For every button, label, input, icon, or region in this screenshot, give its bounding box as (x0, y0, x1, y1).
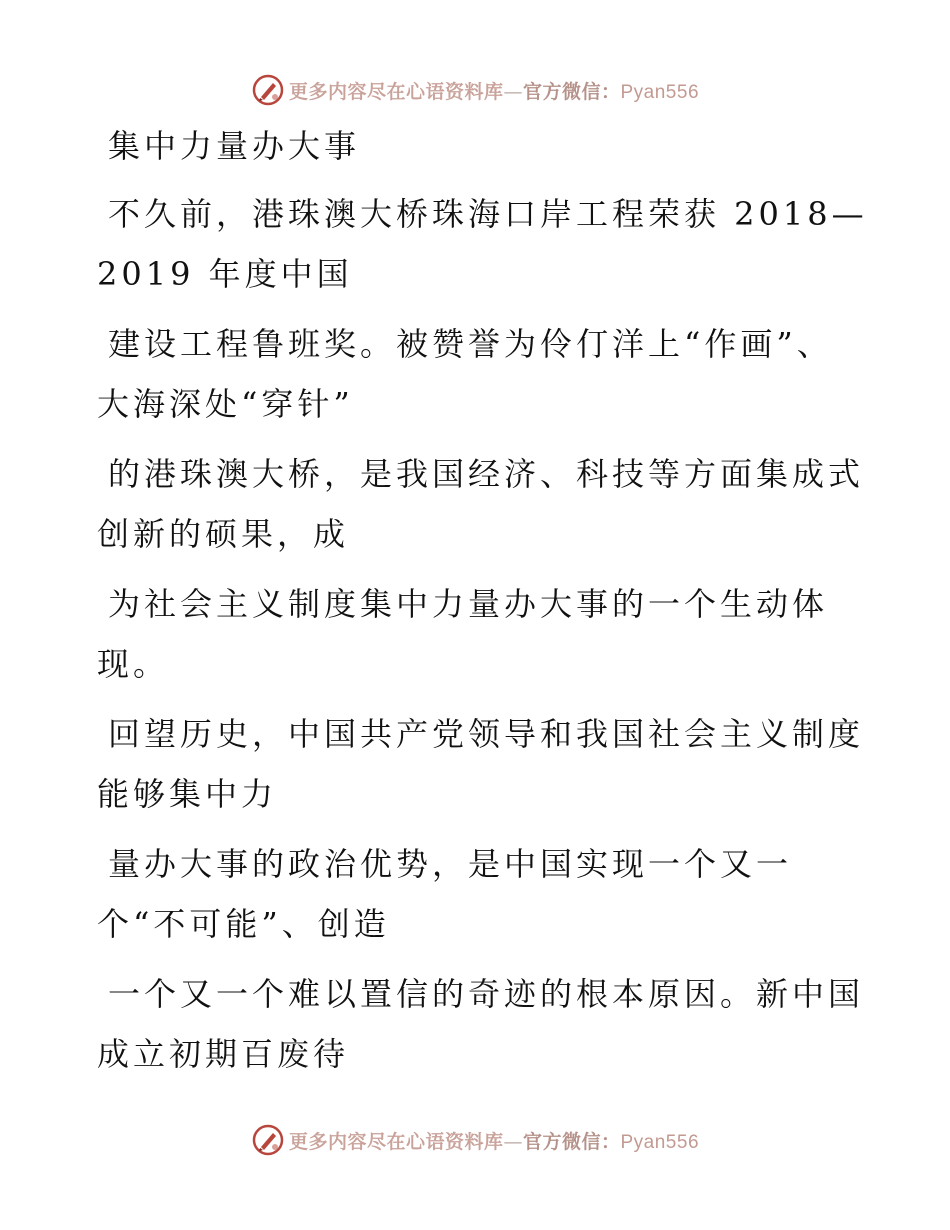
paragraph-line: 2019 年度中国 (97, 255, 353, 293)
watermark-wechat-id: Pyan556 (620, 1131, 700, 1153)
paragraph (97, 834, 857, 954)
paragraph (97, 964, 865, 1084)
paragraph-line: 建设工程鲁班奖。被赞誉为伶仃洋上“作画”、 (108, 325, 833, 363)
watermark-sub-text: 官方微信： (522, 80, 621, 103)
watermark-wechat-id: Pyan556 (620, 81, 700, 103)
paragraph-line: 现。 (97, 645, 170, 683)
paragraph-line: 成立初期百废待 (97, 1035, 350, 1073)
watermark-sub-text: 官方微信： (522, 1130, 621, 1153)
paragraph-line: 一个又一个难以置信的奇迹的根本原因。新中国 (108, 975, 865, 1013)
footer-watermark (0, 1120, 950, 1160)
paragraph (97, 314, 857, 434)
paragraph-line: 大海深处“穿针” (97, 385, 354, 423)
pen-logo-icon (251, 1123, 285, 1157)
paragraph-line: 创新的硕果，成 (97, 515, 350, 553)
watermark-main-text: 更多内容尽在心语资料库 (288, 80, 504, 103)
paragraph-line: 回望历史，中国共产党领导和我国社会主义制度 (108, 715, 865, 753)
header-watermark (0, 70, 950, 110)
paragraph (97, 444, 865, 564)
paragraph (97, 574, 857, 694)
document-title: 集中力量办大事 (108, 127, 361, 165)
document-body (97, 120, 868, 1094)
pen-logo-icon (251, 73, 285, 107)
paragraph-line: 个“不可能”、创造 (97, 905, 390, 943)
paragraph-line: 为社会主义制度集中力量办大事的一个生动体 (108, 585, 829, 623)
paragraph (97, 184, 868, 304)
paragraph-line: 能够集中力 (97, 775, 278, 813)
paragraph-line: 不久前，港珠澳大桥珠海口岸工程荣获 2018— (108, 195, 868, 233)
paragraph-line: 的港珠澳大桥，是我国经济、科技等方面集成式 (108, 455, 865, 493)
watermark-main-text: 更多内容尽在心语资料库 (288, 1130, 504, 1153)
watermark-separator: — (503, 1130, 523, 1153)
watermark-separator: — (503, 80, 523, 103)
paragraph-line: 量办大事的政治优势，是中国实现一个又一 (108, 845, 793, 883)
paragraph (97, 704, 865, 824)
